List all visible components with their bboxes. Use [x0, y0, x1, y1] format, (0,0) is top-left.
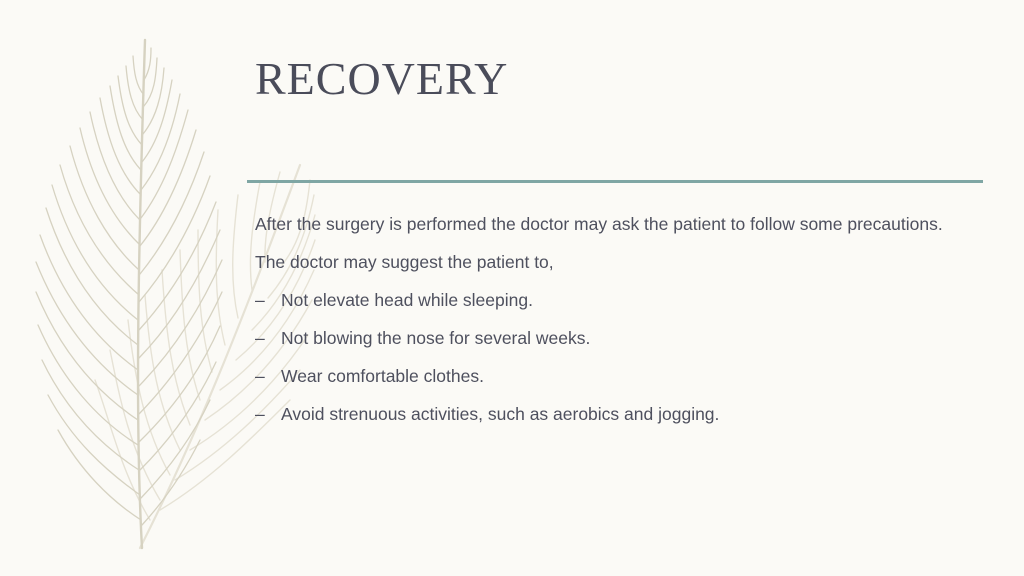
list-item	[255, 400, 955, 428]
slide-title: RECOVERY	[255, 53, 509, 104]
list-item	[255, 324, 955, 352]
list-item	[255, 362, 955, 390]
intro-paragraph: After the surgery is performed the doctor may ask the patient to follow some precautions.	[255, 214, 943, 234]
dash-bullet-icon: –	[255, 404, 265, 424]
list-item-text: Avoid strenuous activities, such as aerobics and jogging.	[281, 404, 720, 424]
dash-bullet-icon: –	[255, 328, 265, 348]
lead-in-paragraph: The doctor may suggest the patient to,	[255, 252, 554, 272]
list-item-text: Wear comfortable clothes.	[281, 366, 484, 386]
slide-body	[255, 210, 955, 438]
list-item-text: Not blowing the nose for several weeks.	[281, 328, 591, 348]
list-item-text: Not elevate head while sleeping.	[281, 290, 533, 310]
list-item	[255, 286, 955, 314]
precautions-list	[255, 286, 955, 428]
dash-bullet-icon: –	[255, 366, 265, 386]
dash-bullet-icon: –	[255, 290, 265, 310]
title-divider	[247, 180, 983, 183]
